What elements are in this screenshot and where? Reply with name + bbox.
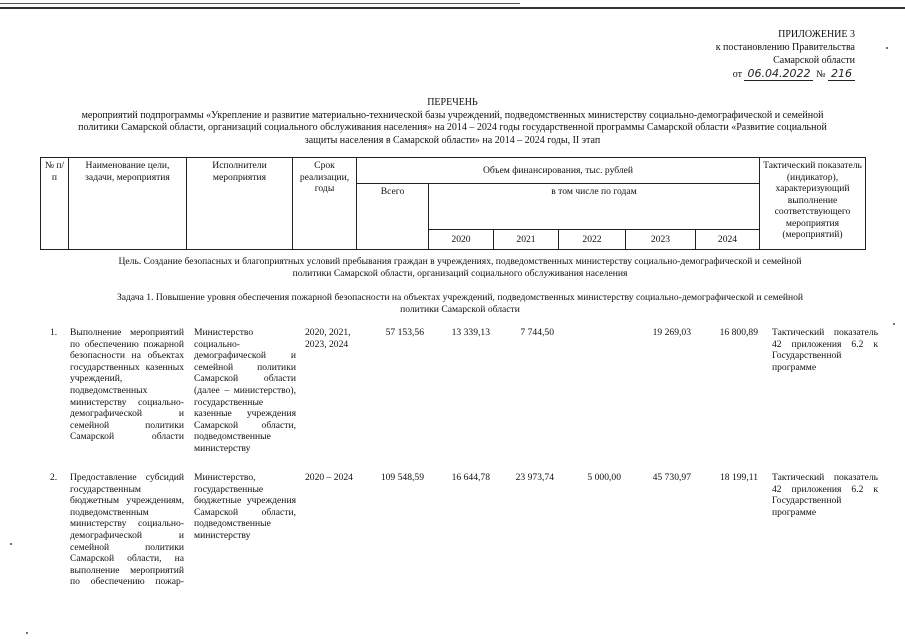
row-term: 2020 – 2024 bbox=[305, 472, 353, 483]
row-name: Предоставление субсидий государственным бюджетным учреждениям, подведомственным министерству социально-демографической и семейной политики Самарской области, на выполнение мероприятий по обеспечению пожар- bbox=[70, 472, 184, 588]
scan-speck bbox=[26, 632, 28, 634]
header-term: Срок реализации, годы bbox=[293, 158, 357, 250]
row-num: 2. bbox=[50, 472, 58, 483]
header-by-years: в том числе по годам bbox=[429, 184, 760, 230]
row-executors: Министерство, государственные бюджетные учреждения Самарской области, подведомственные министерству bbox=[194, 472, 296, 541]
scan-edge-line bbox=[0, 3, 520, 4]
row-indicator: Тактический показатель 42 приложения 6.2 к Государственной программе bbox=[772, 472, 878, 518]
appendix-line2: Самарской области bbox=[773, 55, 855, 66]
header-funding: Объем финансирования, тыс. рублей bbox=[357, 158, 760, 184]
row-total: 57 153,56 bbox=[385, 327, 424, 338]
header-year-2024: 2024 bbox=[696, 230, 760, 250]
row-2020: 16 644,78 bbox=[451, 472, 490, 483]
scan-top-border bbox=[0, 7, 905, 9]
row-name: Выполнение мероприятий по обеспечению пожарной безопасности на объектах государственных казенных учреждений, подведомственных министерству социально-демографической и семейной политики Самарской области bbox=[70, 327, 184, 443]
row-2022: 5 000,00 bbox=[587, 472, 621, 483]
date-value: 06.04.2022 bbox=[744, 67, 813, 81]
document-heading bbox=[40, 97, 865, 147]
goal-text bbox=[60, 256, 860, 280]
row-2021: 23 973,74 bbox=[515, 472, 554, 483]
date-prefix: от bbox=[732, 69, 742, 80]
header-year-2020: 2020 bbox=[429, 230, 494, 250]
scan-speck bbox=[893, 323, 895, 325]
appendix-line1: к постановлению Правительства bbox=[715, 42, 855, 53]
row-indicator: Тактический показатель 42 приложения 6.2 к Государственной программе bbox=[772, 327, 878, 373]
goal-line1: Цель. Создание безопасных и благоприятных условий пребывания граждан в учреждениях, подведомственных министерству социально-демографической и семейной bbox=[118, 256, 802, 267]
heading-line3: защиты населения в Самарской области» на 2014 – 2024 годы, II этап bbox=[304, 134, 601, 146]
header-num: № п/п bbox=[41, 158, 69, 250]
appendix-block bbox=[655, 28, 855, 81]
scan-speck bbox=[10, 543, 12, 545]
row-2023: 19 269,03 bbox=[652, 327, 691, 338]
scan-speck bbox=[886, 47, 888, 49]
heading-title: ПЕРЕЧЕНЬ bbox=[427, 97, 478, 108]
row-2024: 18 199,11 bbox=[719, 472, 758, 483]
appendix-title: ПРИЛОЖЕНИЕ 3 bbox=[778, 29, 855, 40]
header-indicator: Тактический показатель (индикатор), характеризующий выполнение соответствующего мероприятия (мероприятий) bbox=[760, 158, 866, 250]
task-line2: политики Самарской области bbox=[400, 304, 520, 315]
goal-line2: политики Самарской области, организаций социального обслуживания населения bbox=[292, 268, 628, 279]
num-prefix: № bbox=[815, 69, 826, 80]
task-text bbox=[60, 292, 860, 316]
header-year-2022: 2022 bbox=[559, 230, 626, 250]
row-term: 2020, 2021, 2023, 2024 bbox=[305, 327, 351, 350]
row-2021: 7 744,50 bbox=[520, 327, 554, 338]
row-executors: Министерство социально-демографической и семейной политики Самарской области (далее – министерство), государственные казенные учреждения Самарской области, подведомственные министерству bbox=[194, 327, 296, 454]
row-2023: 45 730,97 bbox=[652, 472, 691, 483]
header-name: Наименование цели, задачи, мероприятия bbox=[69, 158, 187, 250]
header-year-2023: 2023 bbox=[626, 230, 696, 250]
row-num: 1. bbox=[50, 327, 58, 338]
row-2020: 13 339,13 bbox=[451, 327, 490, 338]
task-line1: Задача 1. Повышение уровня обеспечения пожарной безопасности на объектах учреждений, подведомственных министерству социально-демографической и семейной bbox=[116, 292, 804, 303]
header-executors: Исполнители мероприятия bbox=[187, 158, 293, 250]
header-total: Всего bbox=[357, 184, 429, 250]
heading-line1: мероприятий подпрограммы «Укрепление и развитие материально-технической базы учреждений, подведомственных министерству социально-демографической и семейной bbox=[81, 109, 824, 121]
table-header bbox=[40, 157, 866, 250]
appendix-date-line bbox=[655, 67, 855, 81]
heading-line2: политики Самарской области, организаций социального обслуживания населения» на 2014 – 2024 годы государственной программы Самарской области «Развитие социальной bbox=[78, 122, 827, 133]
row-total: 109 548,59 bbox=[380, 472, 424, 483]
row-2024: 16 800,89 bbox=[719, 327, 758, 338]
num-value: 216 bbox=[828, 67, 855, 81]
header-year-2021: 2021 bbox=[494, 230, 559, 250]
